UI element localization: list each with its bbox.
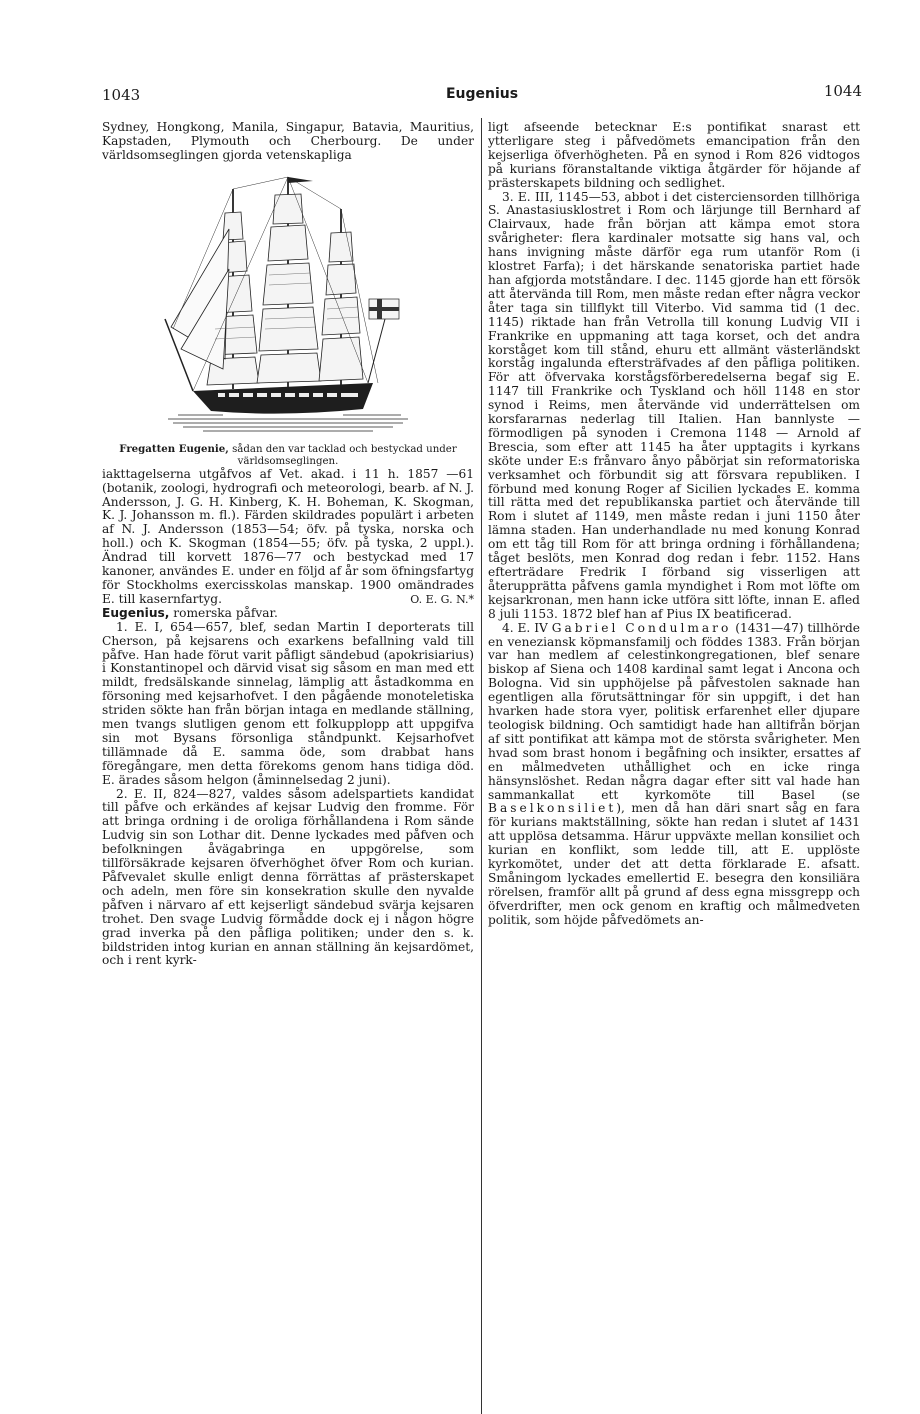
left-continuation-text [102,468,474,607]
right-continuation-paragraph: ligt afseende betecknar E:s pontifikat snarast ett ytterligare steg i påfvedömets emancipation från den kejserliga öfverhögheten. På en synod i Rom 826 vidtogos på kurians föranstaltande viktiga åtgärder för höjande af prästerskapets bildning och sedlighet. [488,120,860,190]
page-header [102,82,862,108]
entry-heading [102,607,474,621]
column-divider [481,118,482,1414]
pope-eugenius-i-paragraph: 1. E. I, 654—657, blef, sedan Martin I deporterats till Cherson, på kejsarens och exarkens befallning vald till påfve. Han hade förut varit påfligt sändebud (apokrisiarius) i Konstantinopel och därvid visat sig såsom en man med ett mildt, fredsälskande sinnelag, lämplig att åstadkomma en försoning med kejsarhofvet. I den pågående monoteletiska striden sökte han från början intaga en medlande ställning, men tvangs slutligen genom ett folkupplopp att uppgifva sin mot Bysans försonliga ståndpunkt. Kejsarhofvet tillämnade då E. samma öde, som drabbat hans föregångare, men detta förekoms genom hans tidiga död. E. ärades såsom helgon (åminnelsedag 2 juni). [102,619,474,787]
figure-caption-title: Fregatten Eugenie, [119,442,229,455]
eugenius-iv-name: Gabriel Condulmaro [551,620,732,635]
baselkonsiliet-reference: Baselkonsiliet [488,801,617,816]
page-number-left: 1043 [102,86,141,104]
eugenius-iv-text-part2: ), men då han däri snart såg en fara för kurians maktställning, sökte han redan i slutet af 1431 att upplösa detsamma. Härur uppväxte mellan konsiliet och kurian en konflikt, som ledde till, att E. upplöste kyrkomötet, under det att detta förklarade E. afsatt. Småningom lyckades emellertid E. besegra den konsiliära rörelsen, framför allt på grund af dess egna missgrepp och öfverdrifter, men ock genom en kraftig och målmedveten politik, som höjde påfvedömets an- [488,801,860,927]
figure-caption [102,443,474,468]
left-intro-text: Sydney, Hongkong, Manila, Singapur, Batavia, Mauritius, Kapstaden, Plymouth och Cherbourg. De under världsomseglingen gjorda vetenskapliga [102,120,474,162]
entry-heading-rest: romerska påfvar. [169,605,278,620]
eugenius-iv-text-part1: (1431—47) tillhörde en veneziansk köpmansfamilj och föddes 1383. Från början var han medlem af celestinkongregationen, blef senare biskop af Siena och 1408 kardinal samt legat i Ancona och Bologna. Vid sin upphöjelse på påfvestolen saknade han egentligen alla förutsättningar för sin uppgift, i det han hvarken hade stora vyer, politisk erfarenhet eller djupare teologisk bildning. Och samtidigt hade han alltifrån början af sitt pontifikat att kämpa mot de största svårigheter. Men hvad som brast honom i begåfning och insikter, ersattes af en målmedveten uthållighet och en icke ringa hänsynslöshet. Redan några dagar efter sitt val hade han sammankallat ett kyrkomöte till Basel (se [488,620,860,802]
pope-eugenius-iv-paragraph [488,622,860,928]
eugenius-iv-prefix: 4. E. IV [502,620,552,635]
entry-headword: Eugenius, [102,605,170,620]
frigate-illustration [102,169,474,439]
left-column [102,121,474,968]
running-title: Eugenius [445,86,519,102]
frigate-ship-icon [163,169,413,439]
right-column [488,121,860,928]
pope-eugenius-iii-paragraph: 3. E. III, 1145—53, abbot i det cisterciensorden tillhöriga S. Anastasiusklostret i Rom och lärjunge till Bernhard af Clairvaux, hade från början att kämpa emot stora svårigheter: flera kardinaler motsatte sig hans val, och hans invigning måste därför ega rum utanför Rom (i klostret Farfa); i det härskande senatoriska partiet hade han afgjorda motståndare. I dec. 1145 gjorde han ett försök att återvända till Rom, men måste redan efter några veckor åter taga sin tillflykt till Viterbo. Vid samma tid (1 dec. 1145) riktade han från Vetrolla till konung Ludvig VII i Frankrike en uppmaning att taga korset, och det andra korståget kom till stånd, ehuru ett allmänt västerländskt korståg ingalunda eftersträfvades af den påfliga politiken. För att öfvervaka korstågsförberedelserna begaf sig E. 1147 till Frankrike och Tyskland och höll 1148 en stor synod i Reims, men återvände vid underrättelsen om korsfararnas nederlag till Italien. Han bannlyste — förmodligen på synoden i Cremona 1148 — Arnold af Brescia, som efter att 1145 ha åter upptagits i kyrkans sköte under E:s frånvaro ånyo påbörjat sin reformatoriska verksamhet och förbundit sig att försvara republiken. I förbund med konung Roger af Sicilien lyckades E. komma till rätta med det republikanska partiet och återvände till Rom i slutet af 1149, men måste redan i juni 1150 åter lämna staden. Han underhandlade nu med konung Konrad om ett tåg till Rom för att bringa ordning i förhållandena; tåget beslöts, men Konrad dog redan i febr. 1152. Hans efterträdare Fredrik I förband sig visserligen att återupprätta påfvens gamla myndighet i Rom mot löfte om kejsarkronan, men hann icke utföra sitt löfte, innan E. afled 8 juli 1153. 1872 blef han af Pius IX beatificerad. [488,189,860,621]
author-signature: O. E. G. N.* [410,592,474,606]
pope-eugenius-ii-paragraph: 2. E. II, 824—827, valdes såsom adelspartiets kandidat till påfve och erkändes af kejsar Ludvig den fromme. För att bringa ordning i de oroliga förhållandena i Rom sände Ludvig sin son Lothar dit. Denne lyckades med påfven och befolkningen åvägabringa en uppgörelse, som tillförsäkrade kejsaren öfverhöghet öfver Rom och kurian. Påfvevalet skulle enligt denna förrättas af prästerskapet och adeln, men före sin konsekration skulle den nyvalde påfven i närvaro af ett kejserligt sändebud svärja kejsaren trohet. Den svage Ludvig förmådde dock ej i någon högre grad inverka på den påfliga politiken; under den s. k. bildstriden intog kurian en annan ställning än kejsardömet, och i rent kyrk- [102,786,474,968]
page-number-right: 1044 [823,82,862,100]
continuation-body: iakttagelserna utgåfvos af Vet. akad. i 11 h. 1857 —61 (botanik, zoologi, hydrografi och meteorologi, bearb. af N. J. Andersson, J. G. H. Kinberg, K. H. Boheman, K. Skogman, K. J. Johansson m. fl.). Färden skildrades populärt i arbeten af N. J. Andersson (1853—54; öfv. på tyska, norska och holl.) och K. Skogman (1854—55; öfv. på tyska, 2 uppl.). Ändrad till korvett 1876—77 och bestyckad med 17 kanoner, användes E. under en följd af år som öfningsfartyg för Stockholms exercisskolas manskap. 1900 omändrades E. till kasernfartyg. [102,466,475,606]
figure-caption-text: sådan den var tacklad och bestyckad under världsomseglingen. [228,443,457,467]
